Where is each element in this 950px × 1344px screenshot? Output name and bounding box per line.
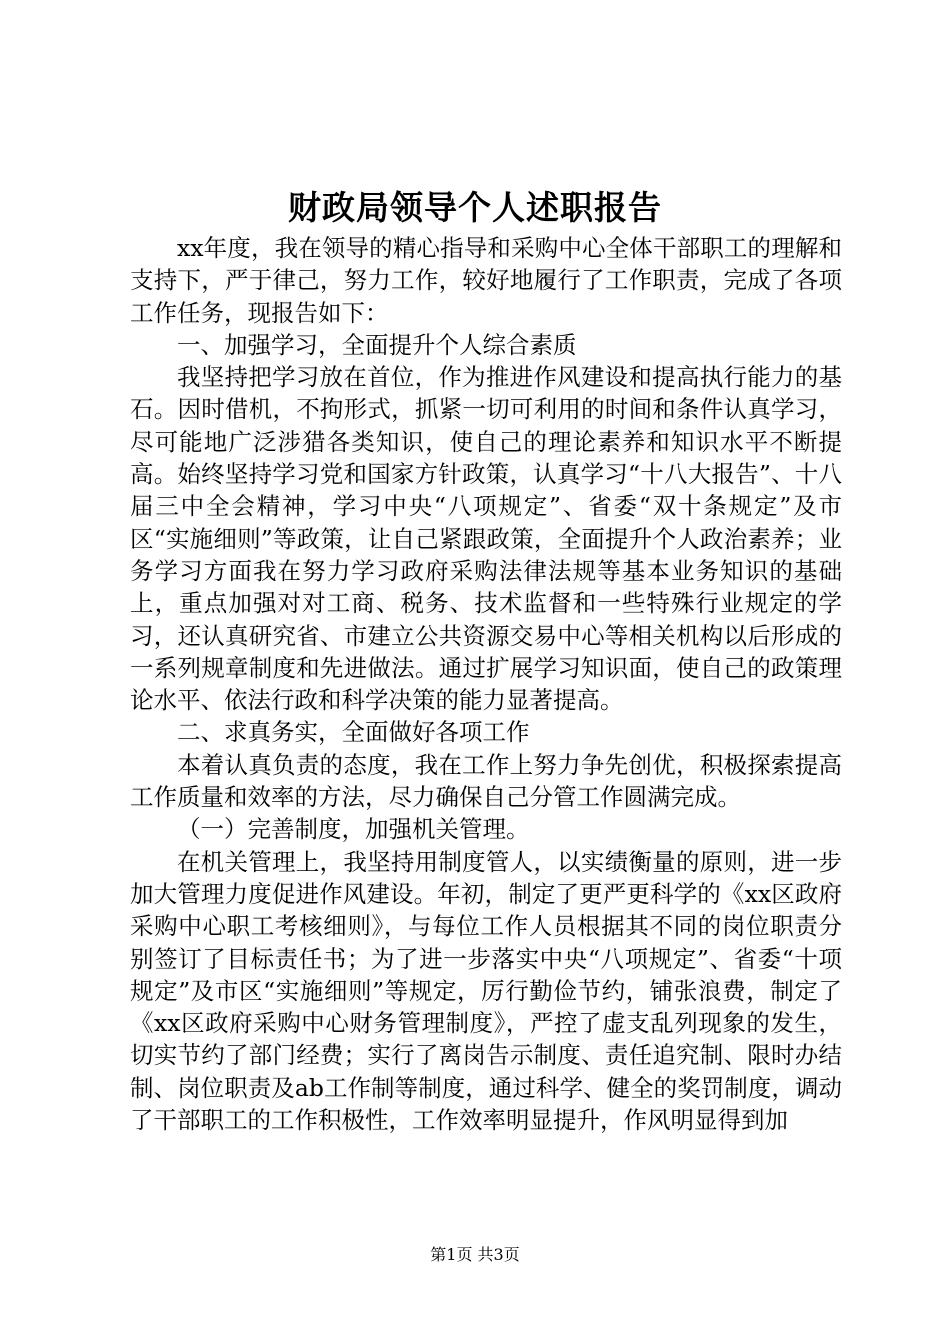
section-heading-2: 二、求真务实，全面做好各项工作	[177, 718, 530, 747]
document-body	[130, 232, 842, 1136]
document-title: 财政局领导个人述职报告	[288, 188, 662, 227]
subsection-heading-1: （一）完善制度，加强机关管理。	[177, 815, 530, 844]
section-heading-1: 一、加强学习，全面提升个人综合素质	[177, 330, 577, 359]
paragraph-management: 在机关管理上，我坚持用制度管人，以实绩衡量的原则，进一步加大管理力度促进作风建设。年初，制定了更严更科学的《xx区政府采购中心职工考核细则》，与每位工作人员根据其不同的岗位职责分别签订了目标责任书；为了进一步落实中央“八项规定”、省委“十项规定”及市区“实施细则”等规定，厉行勤俭节约，铺张浪费，制定了《xx区政府采购中心财务管理制度》，严控了虚支乱列现象的发生，切实节约了部门经费；实行了离岗告示制度、责任追究制、限时办结制、岗位职责及ab工作制等制度，通过科学、健全的奖罚制度，调动了干部职工的工作积极性，工作效率明显提升，作风明显得到加	[130, 847, 842, 1135]
paragraph-work: 本着认真负责的态度，我在工作上努力争先创优，积极探索提高工作质量和效率的方法，尽力确保自己分管工作圆满完成。	[130, 750, 842, 812]
paragraph-study: 我坚持把学习放在首位，作为推进作风建设和提高执行能力的基石。因时借机，不拘形式，抓紧一切可利用的时间和条件认真学习，尽可能地广泛涉猎各类知识，使自己的理论素养和知识水平不断提高。始终坚持学习党和国家方针政策，认真学习“十八大报告”、十八届三中全会精神，学习中央“八项规定”、省委“双十条规定”及市区“实施细则”等政策，让自己紧跟政策，全面提升个人政治素养；业务学习方面我在努力学习政府采购法律法规等基本业务知识的基础上，重点加强对对工商、税务、技术监督和一些特殊行业规定的学习，还认真研究省、市建立公共资源交易中心等相关机构以后形成的一系列规章制度和先进做法。通过扩展学习知识面，使自己的政策理论水平、依法行政和科学决策的能力显著提高。	[130, 363, 842, 715]
paragraph-intro: xx年度，我在领导的精心指导和采购中心全体干部职工的理解和支持下，严于律己，努力工作，较好地履行了工作职责，完成了各项工作任务，现报告如下：	[130, 234, 842, 327]
page-footer: 第1页 共3页	[430, 1245, 520, 1264]
